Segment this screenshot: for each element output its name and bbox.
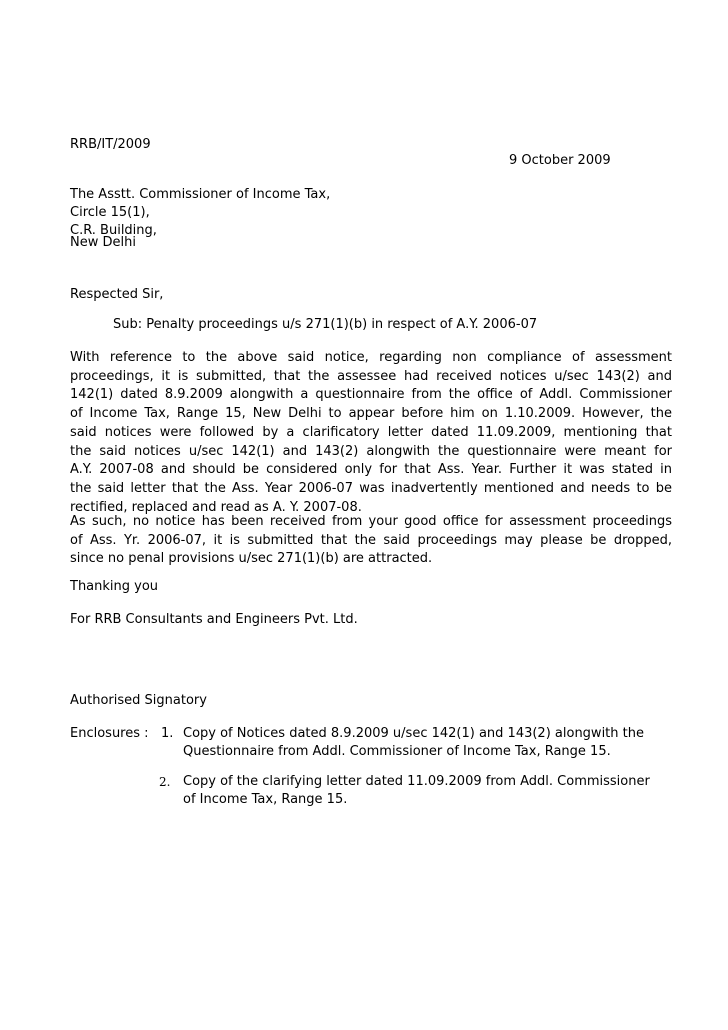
paragraph-line: rectified, replaced and read as A. Y. 2007-08. <box>70 499 362 515</box>
salutation: Respected Sir, <box>70 287 164 302</box>
enclosure-line: Questionnaire from Addl. Commissioner of Income Tax, Range 15. <box>183 744 611 759</box>
enclosure-line: Copy of the clarifying letter dated 11.09.2009 from Addl. Commissioner <box>183 774 650 789</box>
enclosure-line: of Income Tax, Range 15. <box>183 792 348 807</box>
company-name: For RRB Consultants and Engineers Pvt. Ltd. <box>70 612 358 627</box>
subject-line: Sub: Penalty proceedings u/s 271(1)(b) in respect of A.Y. 2006-07 <box>113 317 538 332</box>
signatory-title: Authorised Signatory <box>70 693 207 708</box>
paragraph-line: With reference to the above said notice, regarding non compliance of assessment <box>70 350 672 365</box>
letter-date: 9 October 2009 <box>509 153 611 168</box>
recipient-line: Circle 15(1), <box>70 205 150 220</box>
enclosure-number: 1. <box>161 726 174 741</box>
paragraph-line: the said notices u/sec 142(1) and 143(2) alongwith the questionnaire were meant for <box>70 443 672 459</box>
paragraph-line: of Ass. Yr. 2006-07, it is submitted that the said proceedings may please be dropped, <box>70 532 672 548</box>
enclosure-number: 2. <box>159 775 171 789</box>
paragraph-line: proceedings, it is submitted, that the assessee had received notices u/sec 143(2) and <box>70 368 672 384</box>
recipient-line: New Delhi <box>70 235 136 250</box>
body-paragraph-1 <box>70 349 672 517</box>
paragraph-line: of Income Tax, Range 15, New Delhi to appear before him on 1.10.2009. However, the <box>70 406 672 422</box>
paragraph-line: since no penal provisions u/sec 271(1)(b) are attracted. <box>70 551 433 567</box>
paragraph-line: the said letter that the Ass. Year 2006-07 was inadvertently mentioned and needs to be <box>70 480 672 496</box>
paragraph-line: 142(1) dated 8.9.2009 alongwith a questionnaire from the office of Addl. Commissioner <box>70 387 672 403</box>
reference-number: RRB/IT/2009 <box>70 137 151 152</box>
recipient-line: C.R. Building, <box>70 223 157 238</box>
enclosure-line: Copy of Notices dated 8.9.2009 u/sec 142(1) and 143(2) alongwith the <box>183 726 644 741</box>
body-paragraph-2 <box>70 513 672 569</box>
paragraph-line: As such, no notice has been received from your good office for assessment proceedings <box>70 514 672 529</box>
paragraph-line: A.Y. 2007-08 and should be considered only for that Ass. Year. Further it was stated in <box>70 462 672 478</box>
recipient-line: The Asstt. Commissioner of Income Tax, <box>70 187 331 202</box>
closing-line: Thanking you <box>70 579 159 594</box>
enclosures-label: Enclosures : <box>70 726 149 741</box>
paragraph-line: said notices were followed by a clarificatory letter dated 11.09.2009, mentioning that <box>70 424 672 440</box>
